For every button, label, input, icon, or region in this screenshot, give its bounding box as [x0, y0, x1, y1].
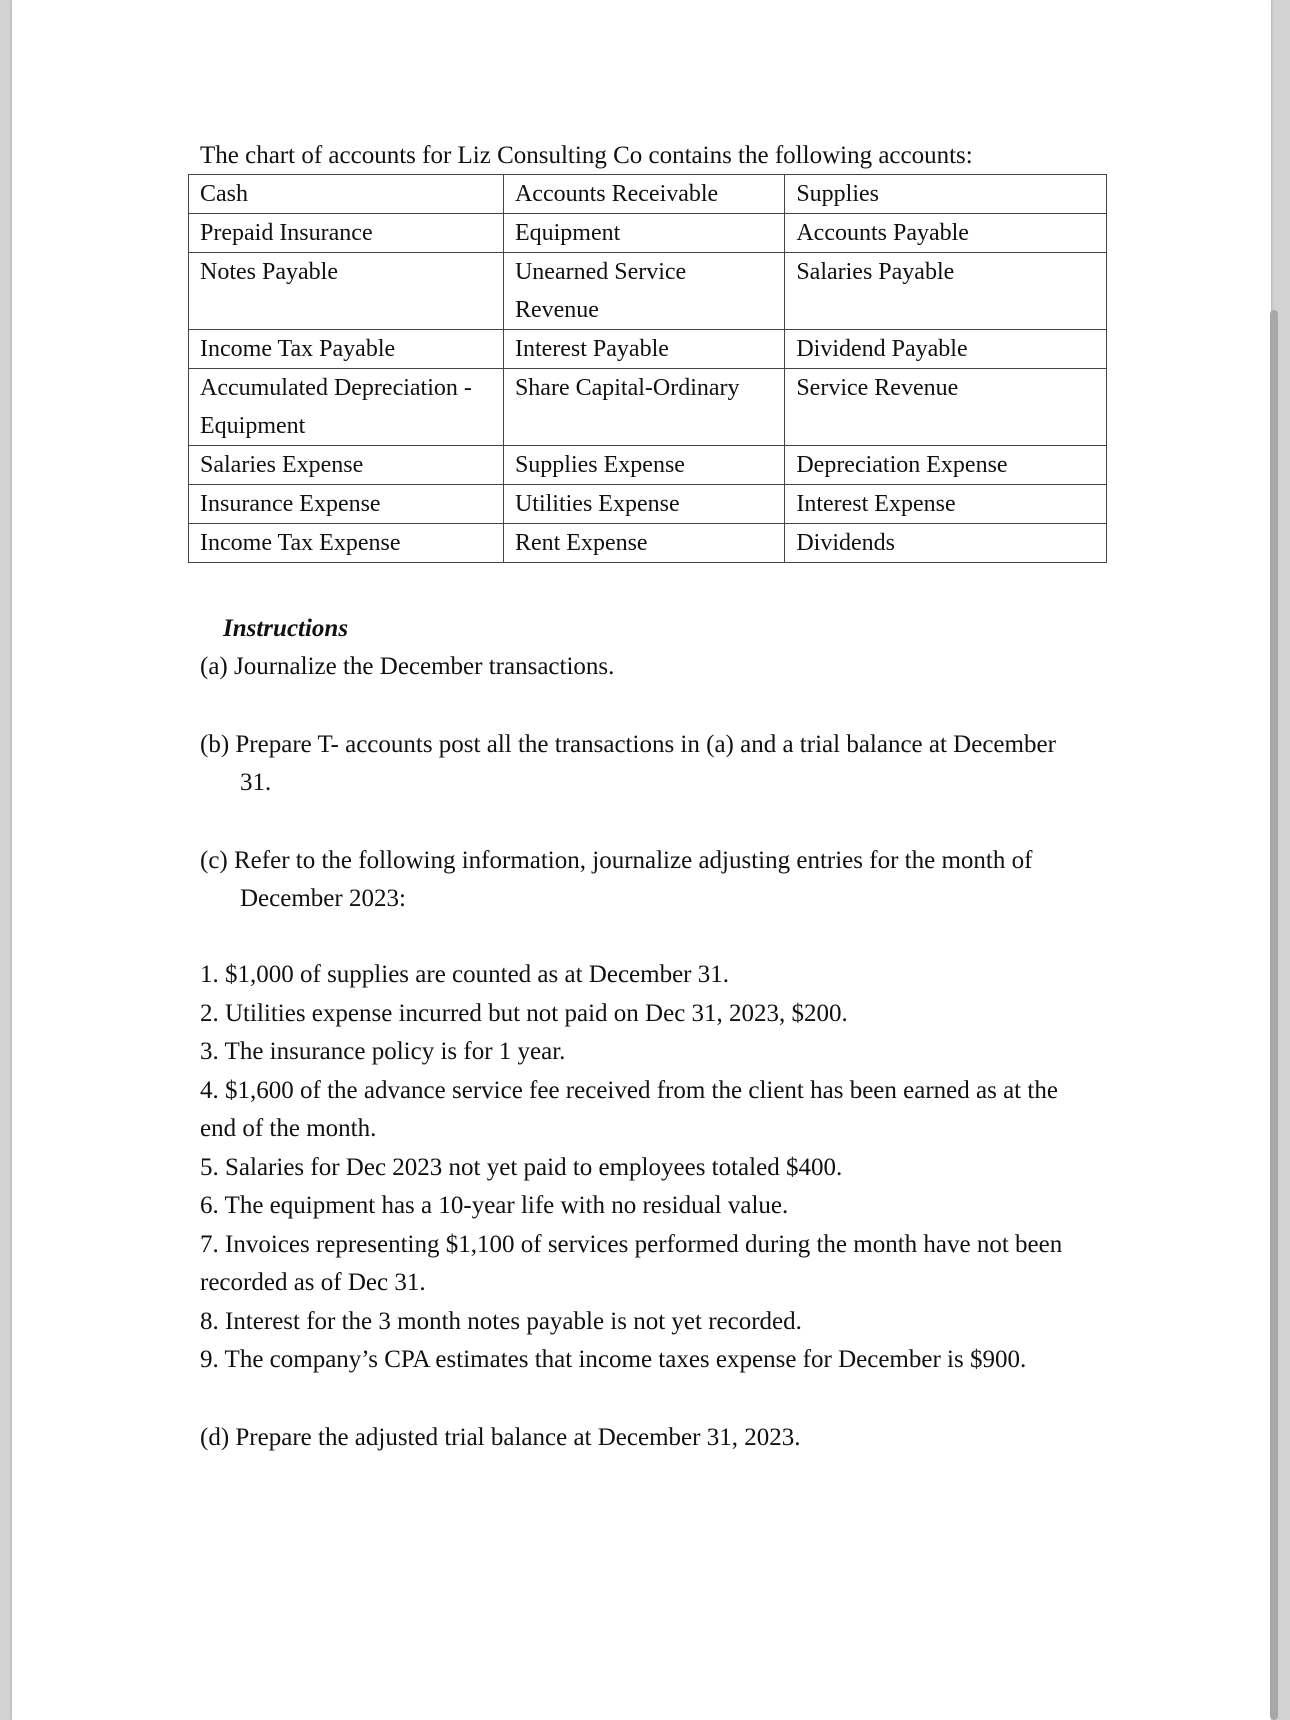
- list-item: end of the month.: [200, 1115, 377, 1142]
- table-row: [189, 330, 1107, 369]
- adjustments-list: [200, 956, 1062, 1380]
- table-cell: Income Tax Expense: [189, 524, 504, 563]
- list-item: recorded as of Dec 31.: [200, 1269, 426, 1296]
- table-cell: Dividends: [785, 524, 1107, 563]
- instructions-heading: Instructions: [223, 615, 349, 642]
- intro-text: The chart of accounts for Liz Consulting Co contains the following accounts:: [200, 142, 973, 169]
- table-cell: Interest Expense: [785, 485, 1107, 524]
- table-cell: Cash: [189, 175, 504, 214]
- table-row: [189, 253, 1107, 330]
- table-cell: Unearned Service Revenue: [503, 253, 784, 330]
- table-cell: Depreciation Expense: [785, 446, 1107, 485]
- chart-of-accounts-table: [188, 174, 1107, 563]
- table-row: [189, 485, 1107, 524]
- list-item: 1. $1,000 of supplies are counted as at December 31.: [200, 961, 730, 988]
- instruction-d: (d) Prepare the adjusted trial balance at December 31, 2023.: [200, 1424, 801, 1451]
- list-item: 7. Invoices representing $1,100 of services performed during the month have not been: [200, 1230, 1063, 1258]
- table-cell: Insurance Expense: [189, 485, 504, 524]
- list-item: 4. $1,600 of the advance service fee received from the client has been earned as at the: [200, 1076, 1058, 1104]
- list-item: 2. Utilities expense incurred but not paid on Dec 31, 2023, $200.: [200, 999, 848, 1027]
- table-cell: Utilities Expense: [503, 485, 784, 524]
- table-cell: Salaries Expense: [189, 446, 504, 485]
- table-row: [189, 175, 1107, 214]
- list-item: 3. The insurance policy is for 1 year.: [200, 1038, 566, 1065]
- table-row: [189, 214, 1107, 253]
- table-cell: Salaries Payable: [785, 253, 1107, 330]
- table-row: [189, 369, 1107, 446]
- table-cell: Service Revenue: [785, 369, 1107, 446]
- instruction-c: (c) Refer to the following information, journalize adjusting entries for the month of December 2023:: [200, 847, 1033, 912]
- table-cell: Equipment: [503, 214, 784, 253]
- table-cell: Prepaid Insurance: [189, 214, 504, 253]
- document-page: [12, 0, 1271, 1720]
- list-item: 9. The company’s CPA estimates that income taxes expense for December is $900.: [200, 1346, 1027, 1373]
- table-cell: Share Capital-Ordinary: [503, 369, 784, 446]
- list-item: 8. Interest for the 3 month notes payable is not yet recorded.: [200, 1307, 802, 1335]
- table-row: [189, 524, 1107, 563]
- table-cell: Rent Expense: [503, 524, 784, 563]
- table-row: [189, 446, 1107, 485]
- table-cell: Supplies Expense: [503, 446, 784, 485]
- instruction-a: (a) Journalize the December transactions.: [200, 653, 615, 680]
- vertical-scrollbar[interactable]: [1270, 310, 1278, 1720]
- table-cell: Accumulated Depreciation - Equipment: [189, 369, 504, 446]
- list-item: 5. Salaries for Dec 2023 not yet paid to employees totaled $400.: [200, 1153, 843, 1181]
- table-cell: Accounts Receivable: [503, 175, 784, 214]
- instruction-b: (b) Prepare T- accounts post all the transactions in (a) and a trial balance at December 31.: [200, 731, 1056, 796]
- table-cell: Dividend Payable: [785, 330, 1107, 369]
- list-item: 6. The equipment has a 10-year life with no residual value.: [200, 1192, 789, 1219]
- table-cell: Accounts Payable: [785, 214, 1107, 253]
- table-cell: Income Tax Payable: [189, 330, 504, 369]
- table-cell: Interest Payable: [503, 330, 784, 369]
- table-cell: Supplies: [785, 175, 1107, 214]
- table-cell: Notes Payable: [189, 253, 504, 330]
